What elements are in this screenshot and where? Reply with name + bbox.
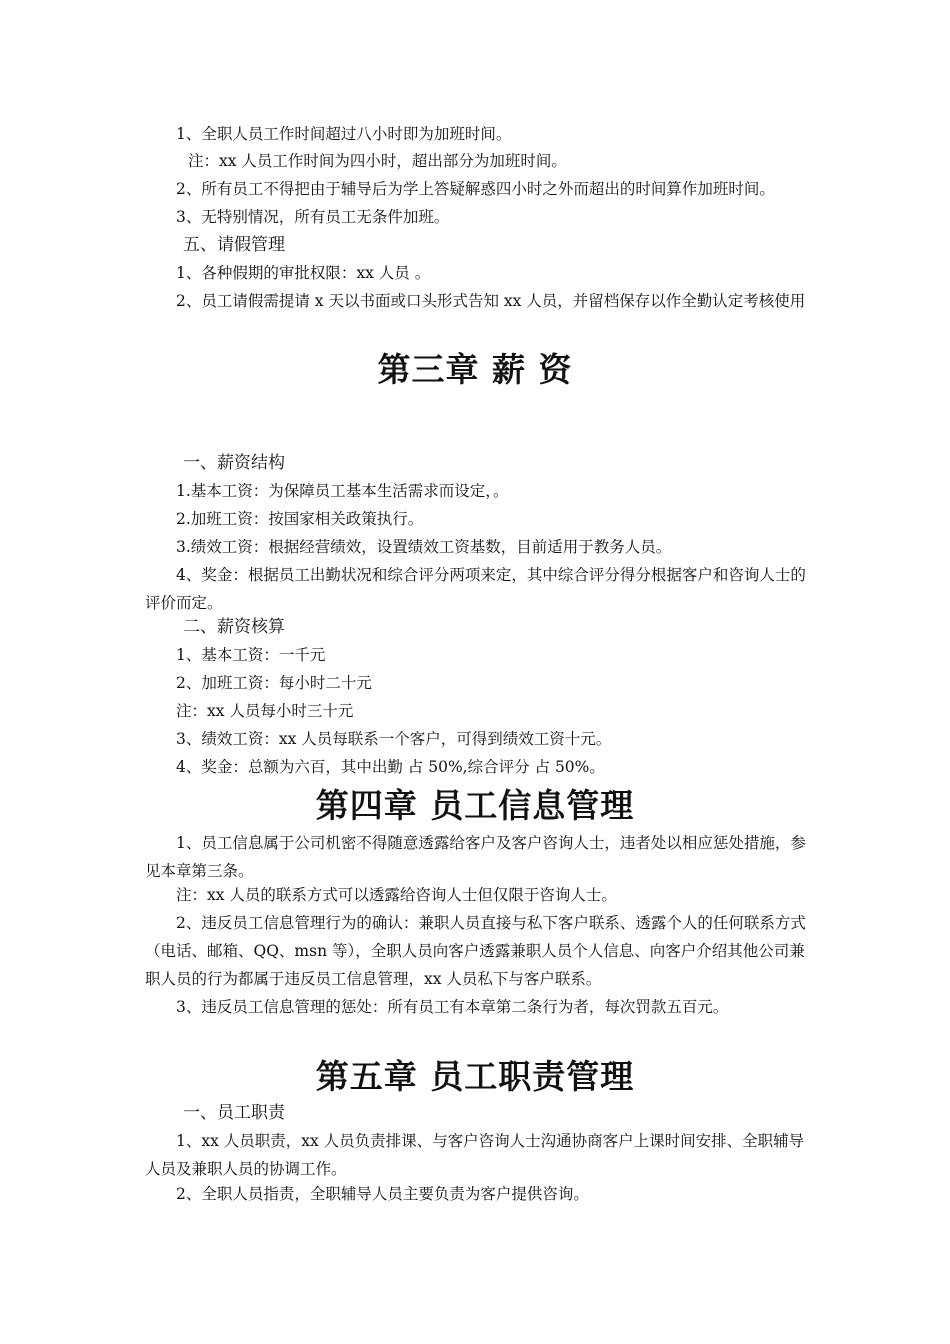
paragraph: 2、全职人员指责，全职辅导人员主要负责为客户提供咨询。 xyxy=(176,1185,589,1203)
paragraph: 4、奖金：总额为六百，其中出勤 占 50%,综合评分 占 50%。 xyxy=(176,758,605,776)
paragraph: 3、违反员工信息管理的惩处：所有员工有本章第二条行为者，每次罚款五百元。 xyxy=(176,998,729,1016)
section-heading: 二、薪资核算 xyxy=(183,617,285,637)
paragraph: 4、奖金：根据员工出勤状况和综合评分两项来定，其中综合评分得分根据客户和咨询人士的评价而定。 xyxy=(145,566,806,612)
paragraph: 1、xx 人员职责，xx 人员负责排课、与客户咨询人士沟通协商客户上课时间安排、全职辅导人员及兼职人员的协调工作。 xyxy=(145,1132,805,1178)
section-heading: 五、请假管理 xyxy=(183,235,285,255)
chapter-title: 第三章 薪 资 xyxy=(377,350,573,389)
paragraph: 2、所有员工不得把由于辅导后为学上答疑解惑四小时之外而超出的时间算作加班时间。 xyxy=(176,180,775,198)
paragraph: 2.加班工资：按国家相关政策执行。 xyxy=(176,510,424,528)
paragraph: 3、无特别情况，所有员工无条件加班。 xyxy=(176,208,450,226)
paragraph: 1、基本工资：一千元 xyxy=(176,646,326,664)
section-heading: 一、薪资结构 xyxy=(183,453,285,473)
note-line: 注：xx 人员的联系方式可以透露给咨询人士但仅限于咨询人士。 xyxy=(176,886,617,904)
paragraph: 1、员工信息属于公司机密不得随意透露给客户及客户咨询人士，违者处以相应惩处措施，参见本章第三条。 xyxy=(145,834,806,880)
paragraph: 1、各种假期的审批权限：xx 人员 。 xyxy=(176,264,431,282)
chapter-title: 第五章 员工职责管理 xyxy=(315,1057,635,1096)
paragraph: 1.基本工资：为保障员工基本生活需求而设定，。 xyxy=(176,482,509,500)
paragraph: 1、全职人员工作时间超过八小时即为加班时间。 xyxy=(176,125,512,143)
note-line: 注：xx 人员每小时三十元 xyxy=(176,702,354,720)
paragraph: 2、加班工资：每小时二十元 xyxy=(176,674,372,692)
chapter-title: 第四章 员工信息管理 xyxy=(315,786,635,825)
paragraph: 2、违反员工信息管理行为的确认：兼职人员直接与私下客户联系、透露个人的任何联系方式（电话、邮箱、QQ、msn 等），全职人员向客户透露兼职人员个人信息、向客户介绍其他公司兼职人员的行为都属于违反员工信息管理，xx 人员私下与客户联系。 xyxy=(145,914,806,988)
section-heading: 一、员工职责 xyxy=(183,1103,285,1123)
paragraph: 2、员工请假需提请 x 天以书面或口头形式告知 xx 人员，并留档保存以作全勤认定考核使用 xyxy=(176,292,806,310)
paragraph: 3.绩效工资：根据经营绩效，设置绩效工资基数，目前适用于教务人员。 xyxy=(176,538,672,556)
note-line: 注：xx 人员工作时间为四小时，超出部分为加班时间。 xyxy=(188,152,567,170)
paragraph: 3、绩效工资：xx 人员每联系一个客户，可得到绩效工资十元。 xyxy=(176,730,612,748)
